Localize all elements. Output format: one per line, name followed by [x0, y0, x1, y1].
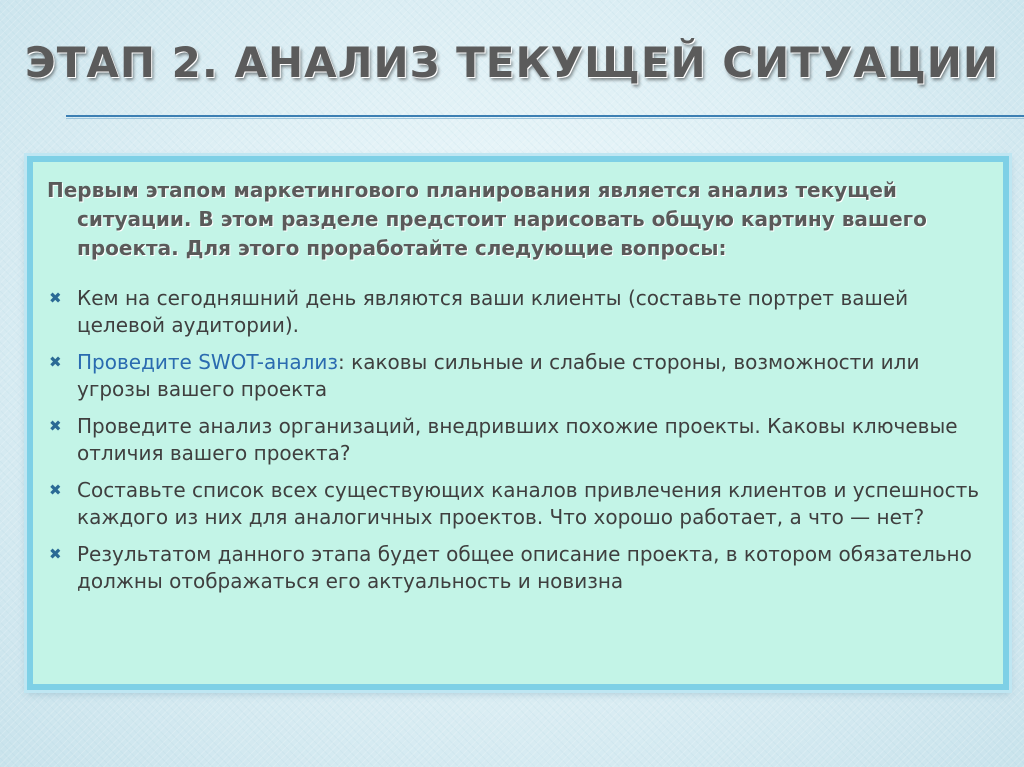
list-item: [47, 541, 989, 595]
swot-link[interactable]: Проведите SWOT-анализ: [77, 350, 339, 374]
x-bullet-icon: ✖: [49, 481, 62, 499]
title-underline: [66, 115, 1024, 117]
bullet-text: Результатом данного этапа будет общее описание проекта, в котором обязательно должны отображаться его актуальность и новизна: [77, 542, 972, 593]
bullet-text: Кем на сегодняшний день являются ваши клиенты (составьте портрет вашей целевой аудитории).: [77, 286, 909, 337]
list-item: [47, 349, 989, 403]
bullet-list: [47, 285, 989, 595]
x-bullet-icon: ✖: [49, 289, 62, 307]
slide-title: ЭТАП 2. АНАЛИЗ ТЕКУЩЕЙ СИТУАЦИИ: [24, 38, 1000, 87]
x-bullet-icon: ✖: [49, 353, 62, 371]
intro-paragraph: Первым этапом маркетингового планирования является анализ текущей ситуации. В этом разделе предстоит нарисовать общую картину вашего проекта. Для этого проработайте следующие вопросы:: [47, 178, 927, 260]
list-item: [47, 413, 989, 467]
bullet-text: Проведите анализ организаций, внедривших похожие проекты. Каковы ключевые отличия вашего проекта?: [77, 414, 958, 465]
list-item: [47, 477, 989, 531]
x-bullet-icon: ✖: [49, 545, 62, 563]
bullet-text: : каковы сильные и слабые стороны, возможности или угрозы вашего проекта: [77, 350, 920, 401]
content-box: [27, 156, 1009, 690]
x-bullet-icon: ✖: [49, 417, 62, 435]
bullet-text: Составьте список всех существующих каналов привлечения клиентов и успешность каждого из них для аналогичных проектов. Что хорошо работает, а что — нет?: [77, 478, 980, 529]
list-item: [47, 285, 989, 339]
